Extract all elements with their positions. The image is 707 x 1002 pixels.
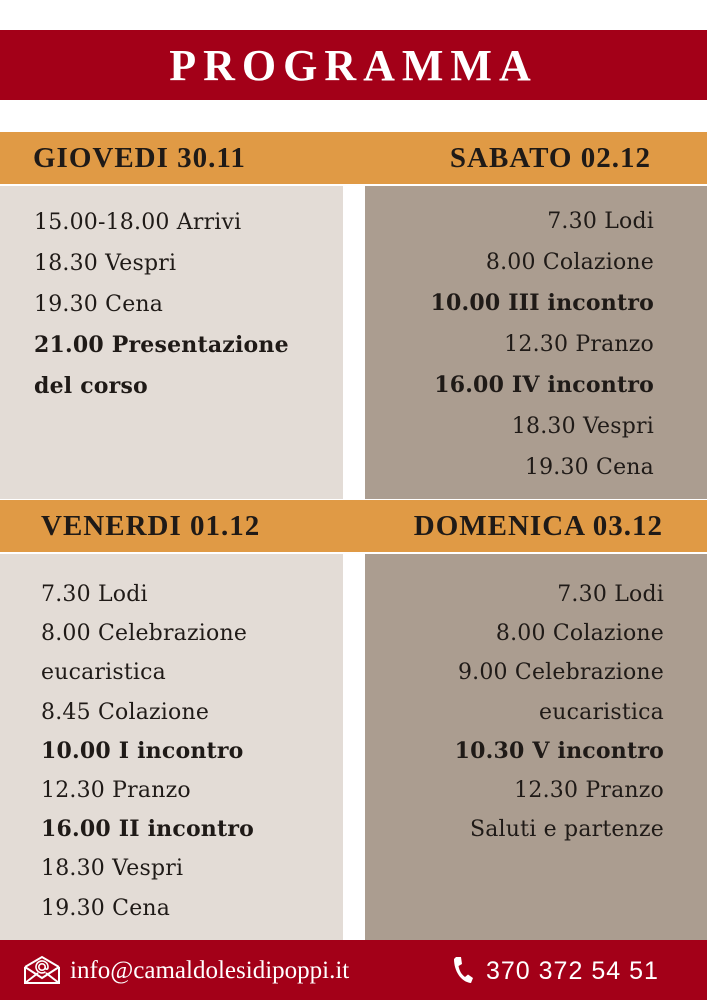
phone-link[interactable]: 370 372 54 51 (486, 957, 659, 985)
schedule-item: 18.30 Vespri (41, 856, 184, 882)
schedule-item: 21.00 Presentazione (34, 332, 289, 358)
day-header-row-top (0, 132, 707, 184)
day-header-row-bottom (0, 500, 707, 552)
schedule-item: 19.30 Cena (41, 895, 171, 921)
domenica-schedule (455, 575, 664, 849)
schedule-item: eucaristica (539, 699, 664, 725)
schedule-item: 16.00 IV incontro (434, 372, 654, 398)
schedule-item: 12.30 Pranzo (504, 332, 654, 357)
sabato-panel (365, 186, 707, 499)
schedule-item: 18.30 Vespri (34, 251, 177, 276)
schedule-item: Saluti e partenze (469, 817, 664, 843)
contact-footer (0, 940, 707, 1000)
day-heading-giovedi: GIOVEDI 30.11 (33, 142, 246, 174)
schedule-item: eucaristica (41, 660, 166, 686)
sabato-schedule (430, 201, 654, 488)
schedule-item: 8.00 Colazione (485, 250, 654, 275)
schedule-item: 9.00 Celebrazione (457, 660, 664, 686)
schedule-item: 16.00 II incontro (41, 816, 255, 843)
giovedi-panel (0, 186, 343, 499)
venerdi-panel (0, 554, 343, 940)
schedule-item: 7.30 Lodi (557, 582, 664, 607)
schedule-item: 19.30 Cena (34, 292, 164, 317)
day-heading-sabato: SABATO 02.12 (449, 142, 651, 174)
day-heading-domenica: DOMENICA 03.12 (413, 510, 663, 542)
schedule-item: 15.00-18.00 Arrivi (34, 210, 242, 235)
venerdi-schedule (41, 575, 254, 928)
schedule-item: 19.30 Cena (524, 455, 654, 480)
schedule-item: 7.30 Lodi (547, 209, 654, 234)
schedule-item: del corso (34, 373, 148, 399)
day-heading-venerdi: VENERDI 01.12 (41, 510, 261, 542)
schedule-item: 12.30 Pranzo (41, 778, 191, 804)
schedule-item: 12.30 Pranzo (514, 778, 664, 804)
schedule-item: 18.30 Vespri (511, 414, 654, 439)
schedule-item: 8.45 Colazione (41, 699, 210, 725)
schedule-item: 10.00 I incontro (41, 737, 244, 764)
domenica-panel (365, 554, 707, 940)
phone-handset-icon (451, 955, 475, 985)
schedule-item: 8.00 Celebrazione (41, 621, 248, 647)
schedule-item: 10.30 V incontro (454, 737, 664, 764)
page-title: PROGRAMMA (169, 40, 538, 90)
title-banner (0, 30, 707, 100)
envelope-at-icon (22, 954, 62, 986)
giovedi-schedule (34, 202, 289, 407)
email-link[interactable]: info@camaldolesidipoppi.it (70, 957, 350, 984)
schedule-item: 10.00 III incontro (430, 290, 654, 316)
schedule-item: 7.30 Lodi (41, 582, 148, 607)
schedule-item: 8.00 Colazione (495, 621, 664, 647)
